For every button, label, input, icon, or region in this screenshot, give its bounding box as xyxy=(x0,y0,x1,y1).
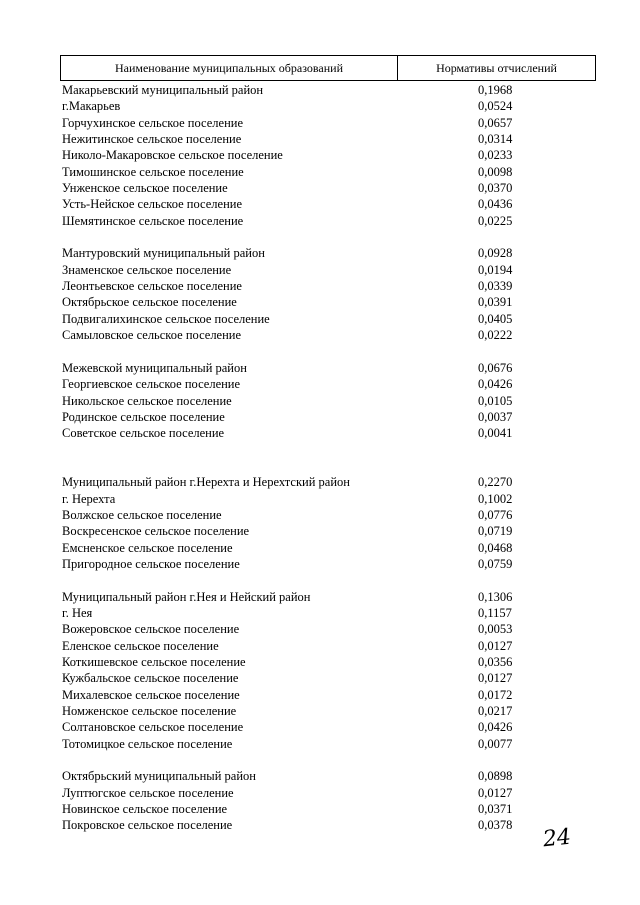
deduction-norm-value: 0,1157 xyxy=(478,606,512,620)
table-row xyxy=(62,523,596,539)
table-row xyxy=(62,131,596,147)
deduction-norm-value: 0,0356 xyxy=(478,655,513,670)
group-spacer xyxy=(62,458,596,474)
table-row xyxy=(62,294,596,310)
deduction-norm-value: 0,0426 xyxy=(478,377,513,392)
municipality-name: г.Макарьев xyxy=(62,99,121,114)
municipality-name: Коткишевское сельское поселение xyxy=(62,655,246,670)
deduction-norm-value: 0,0172 xyxy=(478,687,513,702)
deduction-norm-value: 0,0127 xyxy=(478,671,513,686)
deduction-norm-value: 0,0719 xyxy=(478,524,513,539)
municipality-name: Номженское сельское поселение xyxy=(62,704,237,719)
municipality-name: Волжское сельское поселение xyxy=(62,507,222,522)
table-row xyxy=(62,360,596,376)
deduction-norm-value: 0,0098 xyxy=(478,164,513,179)
table-row xyxy=(62,687,596,703)
table-header xyxy=(60,55,596,81)
municipality-name: Новинское сельское поселение xyxy=(62,802,228,817)
table-row xyxy=(62,278,596,294)
deduction-norm-value: 0,0371 xyxy=(478,802,513,817)
municipality-name: Макарьевский муниципальный район xyxy=(62,83,264,97)
deduction-norm-value: 0,0127 xyxy=(478,785,513,800)
table-row xyxy=(62,409,596,425)
deduction-norm-value: 0,0339 xyxy=(478,279,513,294)
deduction-norm-value: 0,0194 xyxy=(478,262,513,277)
group-spacer xyxy=(62,752,596,768)
municipality-name: Воскресенское сельское поселение xyxy=(62,524,250,539)
table-row xyxy=(62,425,596,441)
municipality-name: Усть-Нейское сельское поселение xyxy=(62,197,243,212)
group-spacer xyxy=(62,442,596,458)
deduction-norm-value: 0,0776 xyxy=(478,507,513,522)
deduction-norm-value: 0,0468 xyxy=(478,540,513,555)
municipality-name: г. Нея xyxy=(62,606,93,620)
deduction-norm-value: 0,0225 xyxy=(478,213,513,228)
municipality-name: Кужбальское сельское поселение xyxy=(62,671,239,686)
table-row xyxy=(62,507,596,523)
municipality-name: Еленское сельское поселение xyxy=(62,638,219,653)
table-row xyxy=(62,719,596,735)
municipality-name: Пригородное сельское поселение xyxy=(62,556,240,571)
municipality-name: Мантуровский муниципальный район xyxy=(62,246,265,261)
deduction-norm-value: 0,0759 xyxy=(478,556,513,571)
table-row xyxy=(62,736,596,752)
table-body xyxy=(62,82,596,834)
municipality-name: Советское сельское поселение xyxy=(62,426,225,441)
table-row xyxy=(62,638,596,654)
deduction-norm-value: 0,0524 xyxy=(478,99,513,114)
municipality-name: Подвигалихинское сельское поселение xyxy=(62,311,270,326)
table-row xyxy=(62,311,596,327)
table-row xyxy=(62,164,596,180)
deduction-norm-value: 0,0222 xyxy=(478,328,513,343)
deduction-norm-value: 0,0436 xyxy=(478,197,513,212)
municipality-name: Родинское сельское поселение xyxy=(62,409,225,424)
table-row xyxy=(62,491,596,507)
municipality-name: Солтановское сельское поселение xyxy=(62,720,244,735)
header-municipal-names: Наименование муниципальных образований xyxy=(61,56,398,80)
municipality-name: Вожеровское сельское поселение xyxy=(62,622,240,637)
municipality-name: Михалевское сельское поселение xyxy=(62,687,240,702)
table-row xyxy=(62,670,596,686)
municipality-name: Горчухинское сельское поселение xyxy=(62,115,244,130)
group-spacer xyxy=(62,229,596,245)
deduction-norm-value: 0,0233 xyxy=(478,148,513,163)
municipality-name: Октябрьский муниципальный район xyxy=(62,769,256,784)
municipality-name: Георгиевское сельское поселение xyxy=(62,377,241,392)
deduction-norm-value: 0,0053 xyxy=(478,622,513,637)
table-row xyxy=(62,98,596,114)
table-row xyxy=(62,703,596,719)
deduction-norm-value: 0,0657 xyxy=(478,115,513,130)
municipality-name: Николо-Макаровское сельское поселение xyxy=(62,148,283,163)
table-row xyxy=(62,213,596,229)
table-row xyxy=(62,556,596,572)
table-row xyxy=(62,196,596,212)
page-number: 24 xyxy=(541,824,573,853)
deduction-norm-value: 0,0077 xyxy=(478,736,513,751)
deduction-norm-value: 0,0391 xyxy=(478,295,513,310)
table-row xyxy=(62,180,596,196)
table-row xyxy=(62,474,596,490)
deduction-norm-value: 0,1968 xyxy=(478,83,513,97)
table-row xyxy=(62,540,596,556)
deduction-norm-value: 0,0370 xyxy=(478,181,513,196)
deduction-norm-value: 0,0378 xyxy=(478,818,513,833)
deduction-norm-value: 0,2270 xyxy=(478,475,513,490)
table-row xyxy=(62,589,596,605)
municipality-name: Знаменское сельское поселение xyxy=(62,262,232,277)
municipality-name: Нежитинское сельское поселение xyxy=(62,132,242,147)
table-row xyxy=(62,393,596,409)
table-row xyxy=(62,115,596,131)
municipality-name: Тимошинское сельское поселение xyxy=(62,164,244,179)
deduction-norm-value: 0,0928 xyxy=(478,246,513,261)
municipality-name: г. Нерехта xyxy=(62,491,116,506)
deduction-norm-value: 0,0127 xyxy=(478,638,513,653)
municipality-name: Муниципальный район г.Нея и Нейский район xyxy=(62,589,311,604)
municipality-name: Никольское сельское поселение xyxy=(62,393,232,408)
deduction-norm-value: 0,0898 xyxy=(478,769,513,784)
municipality-name: Покровское сельское поселение xyxy=(62,818,233,833)
deduction-norm-value: 0,0037 xyxy=(478,409,513,424)
table-row xyxy=(62,801,596,817)
table-row xyxy=(62,785,596,801)
municipality-name: Унженское сельское поселение xyxy=(62,181,228,196)
deduction-norm-value: 0,0314 xyxy=(478,132,513,147)
group-spacer xyxy=(62,344,596,360)
group-spacer xyxy=(62,572,596,588)
table-row xyxy=(62,654,596,670)
table-row xyxy=(62,82,596,98)
table-row xyxy=(62,327,596,343)
municipality-name: Самыловское сельское поселение xyxy=(62,328,242,343)
table-row xyxy=(62,605,596,621)
table-row xyxy=(62,147,596,163)
table-row xyxy=(62,245,596,261)
table-row xyxy=(62,768,596,784)
municipality-name: Межевской муниципальный район xyxy=(62,360,247,375)
municipality-name: Леонтьевское сельское поселение xyxy=(62,279,242,294)
municipality-name: Емсненское сельское поселение xyxy=(62,540,233,555)
deduction-norm-value: 0,0676 xyxy=(478,360,513,375)
table-row xyxy=(62,621,596,637)
table-row xyxy=(62,262,596,278)
table-row xyxy=(62,376,596,392)
municipality-name: Луптюгское сельское поселение xyxy=(62,785,234,800)
municipality-name: Тотомицкое сельское поселение xyxy=(62,736,233,751)
deduction-norm-value: 0,1306 xyxy=(478,589,513,604)
municipality-name: Октябрьское сельское поселение xyxy=(62,295,237,310)
municipality-name: Муниципальный район г.Нерехта и Нерехтский район xyxy=(62,475,350,490)
header-deduction-norms: Нормативы отчислений xyxy=(436,60,557,75)
deduction-norm-value: 0,0405 xyxy=(478,311,513,326)
municipality-name: Шемятинское сельское поселение xyxy=(62,213,244,228)
deduction-norm-value: 0,0105 xyxy=(478,393,513,408)
deduction-norm-value: 0,1002 xyxy=(478,491,513,506)
deduction-norm-value: 0,0426 xyxy=(478,720,513,735)
table-row xyxy=(62,817,596,833)
deduction-norm-value: 0,0041 xyxy=(478,426,513,441)
deduction-norm-value: 0,0217 xyxy=(478,704,513,719)
